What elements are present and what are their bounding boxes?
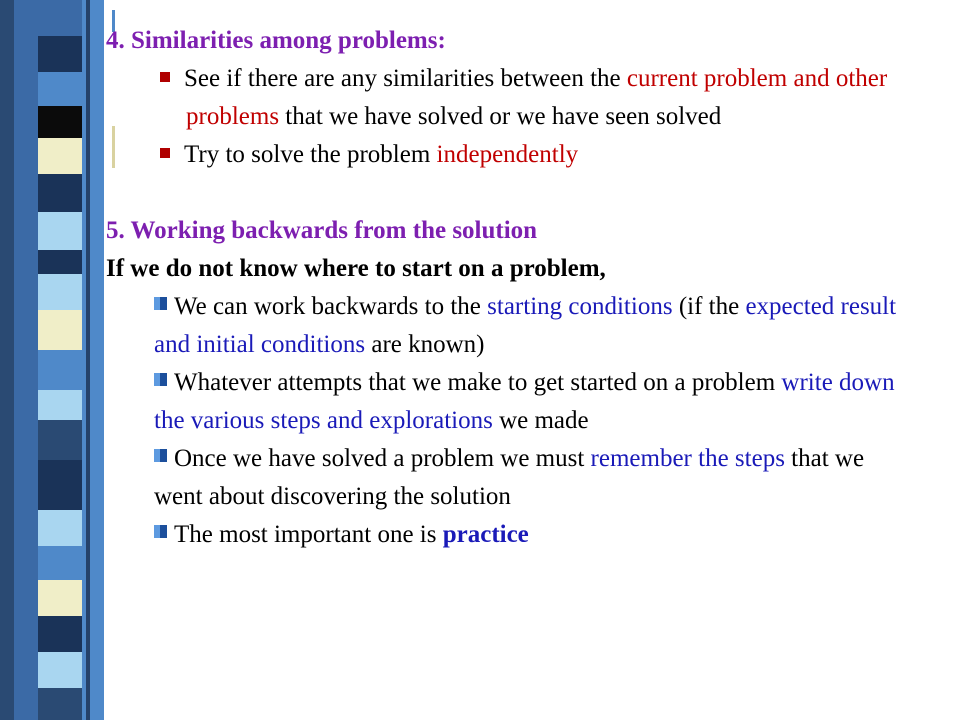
stripe-cell — [38, 274, 82, 310]
bullet-text: We can work backwards to the — [174, 293, 488, 320]
section-5-intro: If we do not know where to start on a problem, — [106, 255, 606, 282]
square-bullet-icon — [160, 148, 170, 158]
block-bullet-icon — [154, 373, 172, 391]
stripe-cell — [38, 546, 82, 580]
stripe-cell — [38, 36, 82, 72]
block-bullet-icon — [154, 449, 172, 467]
list-item — [106, 440, 906, 516]
stripe-cell — [38, 510, 82, 546]
bullet-text: that we went about discovering the solution — [154, 445, 865, 510]
stripe-cell — [38, 580, 82, 616]
list-item — [106, 288, 906, 364]
stripe-column-dark — [0, 0, 14, 720]
stripe-cell — [38, 420, 82, 460]
stripe-column-blue — [14, 0, 38, 720]
stripe-divider-line — [86, 0, 90, 720]
bullet-text: that we have solved or we have seen solved — [279, 103, 722, 130]
stripe-cell — [38, 350, 82, 390]
square-bullet-icon — [160, 72, 170, 82]
stripe-cell — [38, 174, 82, 212]
list-item — [106, 136, 906, 174]
bullet-text: Try to solve the problem — [184, 141, 437, 168]
bullet-highlight: independently — [436, 141, 579, 168]
stripe-cell — [38, 390, 82, 420]
bullet-highlight: practice — [442, 521, 529, 548]
list-item — [106, 60, 906, 136]
list-item — [106, 516, 906, 554]
bullet-text: are known) — [365, 331, 485, 358]
block-bullet-icon — [154, 525, 172, 543]
bullet-text: we made — [492, 407, 589, 434]
stripe-cell — [38, 310, 82, 350]
block-bullet-icon — [154, 297, 172, 315]
stripe-cell — [38, 688, 82, 720]
bullet-text: The most important one is — [174, 521, 443, 548]
section-4-bullet-list — [106, 60, 906, 174]
spacer — [106, 174, 906, 212]
bullet-highlight: starting conditions — [487, 293, 673, 320]
stripe-cell — [38, 0, 82, 36]
bullet-text: Once we have solved a problem we must — [174, 445, 591, 472]
bullet-text: See if there are any similarities between the — [184, 65, 627, 92]
bullet-highlight: remember the steps — [590, 445, 785, 472]
stripe-cell — [38, 460, 82, 510]
stripe-cell — [38, 106, 82, 138]
stripe-cell — [38, 616, 82, 652]
stripe-cell — [38, 652, 82, 688]
section-5-bullet-list — [106, 288, 906, 554]
stripe-cell — [38, 72, 82, 106]
bullet-highlight: write down the various steps and explorations — [154, 369, 895, 434]
stripe-cell — [38, 212, 82, 250]
bullet-highlight: current problem and other problems — [186, 65, 888, 130]
bullet-text: Whatever attempts that we make to get started on a problem — [174, 369, 782, 396]
bullet-highlight: expected result and initial conditions — [154, 293, 897, 358]
section-5-heading: 5. Working backwards from the solution — [106, 217, 538, 244]
section-4-heading: 4. Similarities among problems: — [106, 27, 446, 54]
list-item — [106, 364, 906, 440]
bullet-text: (if the — [672, 293, 746, 320]
stripe-cell — [38, 250, 82, 274]
decorative-stripe — [0, 0, 106, 720]
stripe-cell — [38, 138, 82, 174]
slide-content — [106, 22, 906, 554]
